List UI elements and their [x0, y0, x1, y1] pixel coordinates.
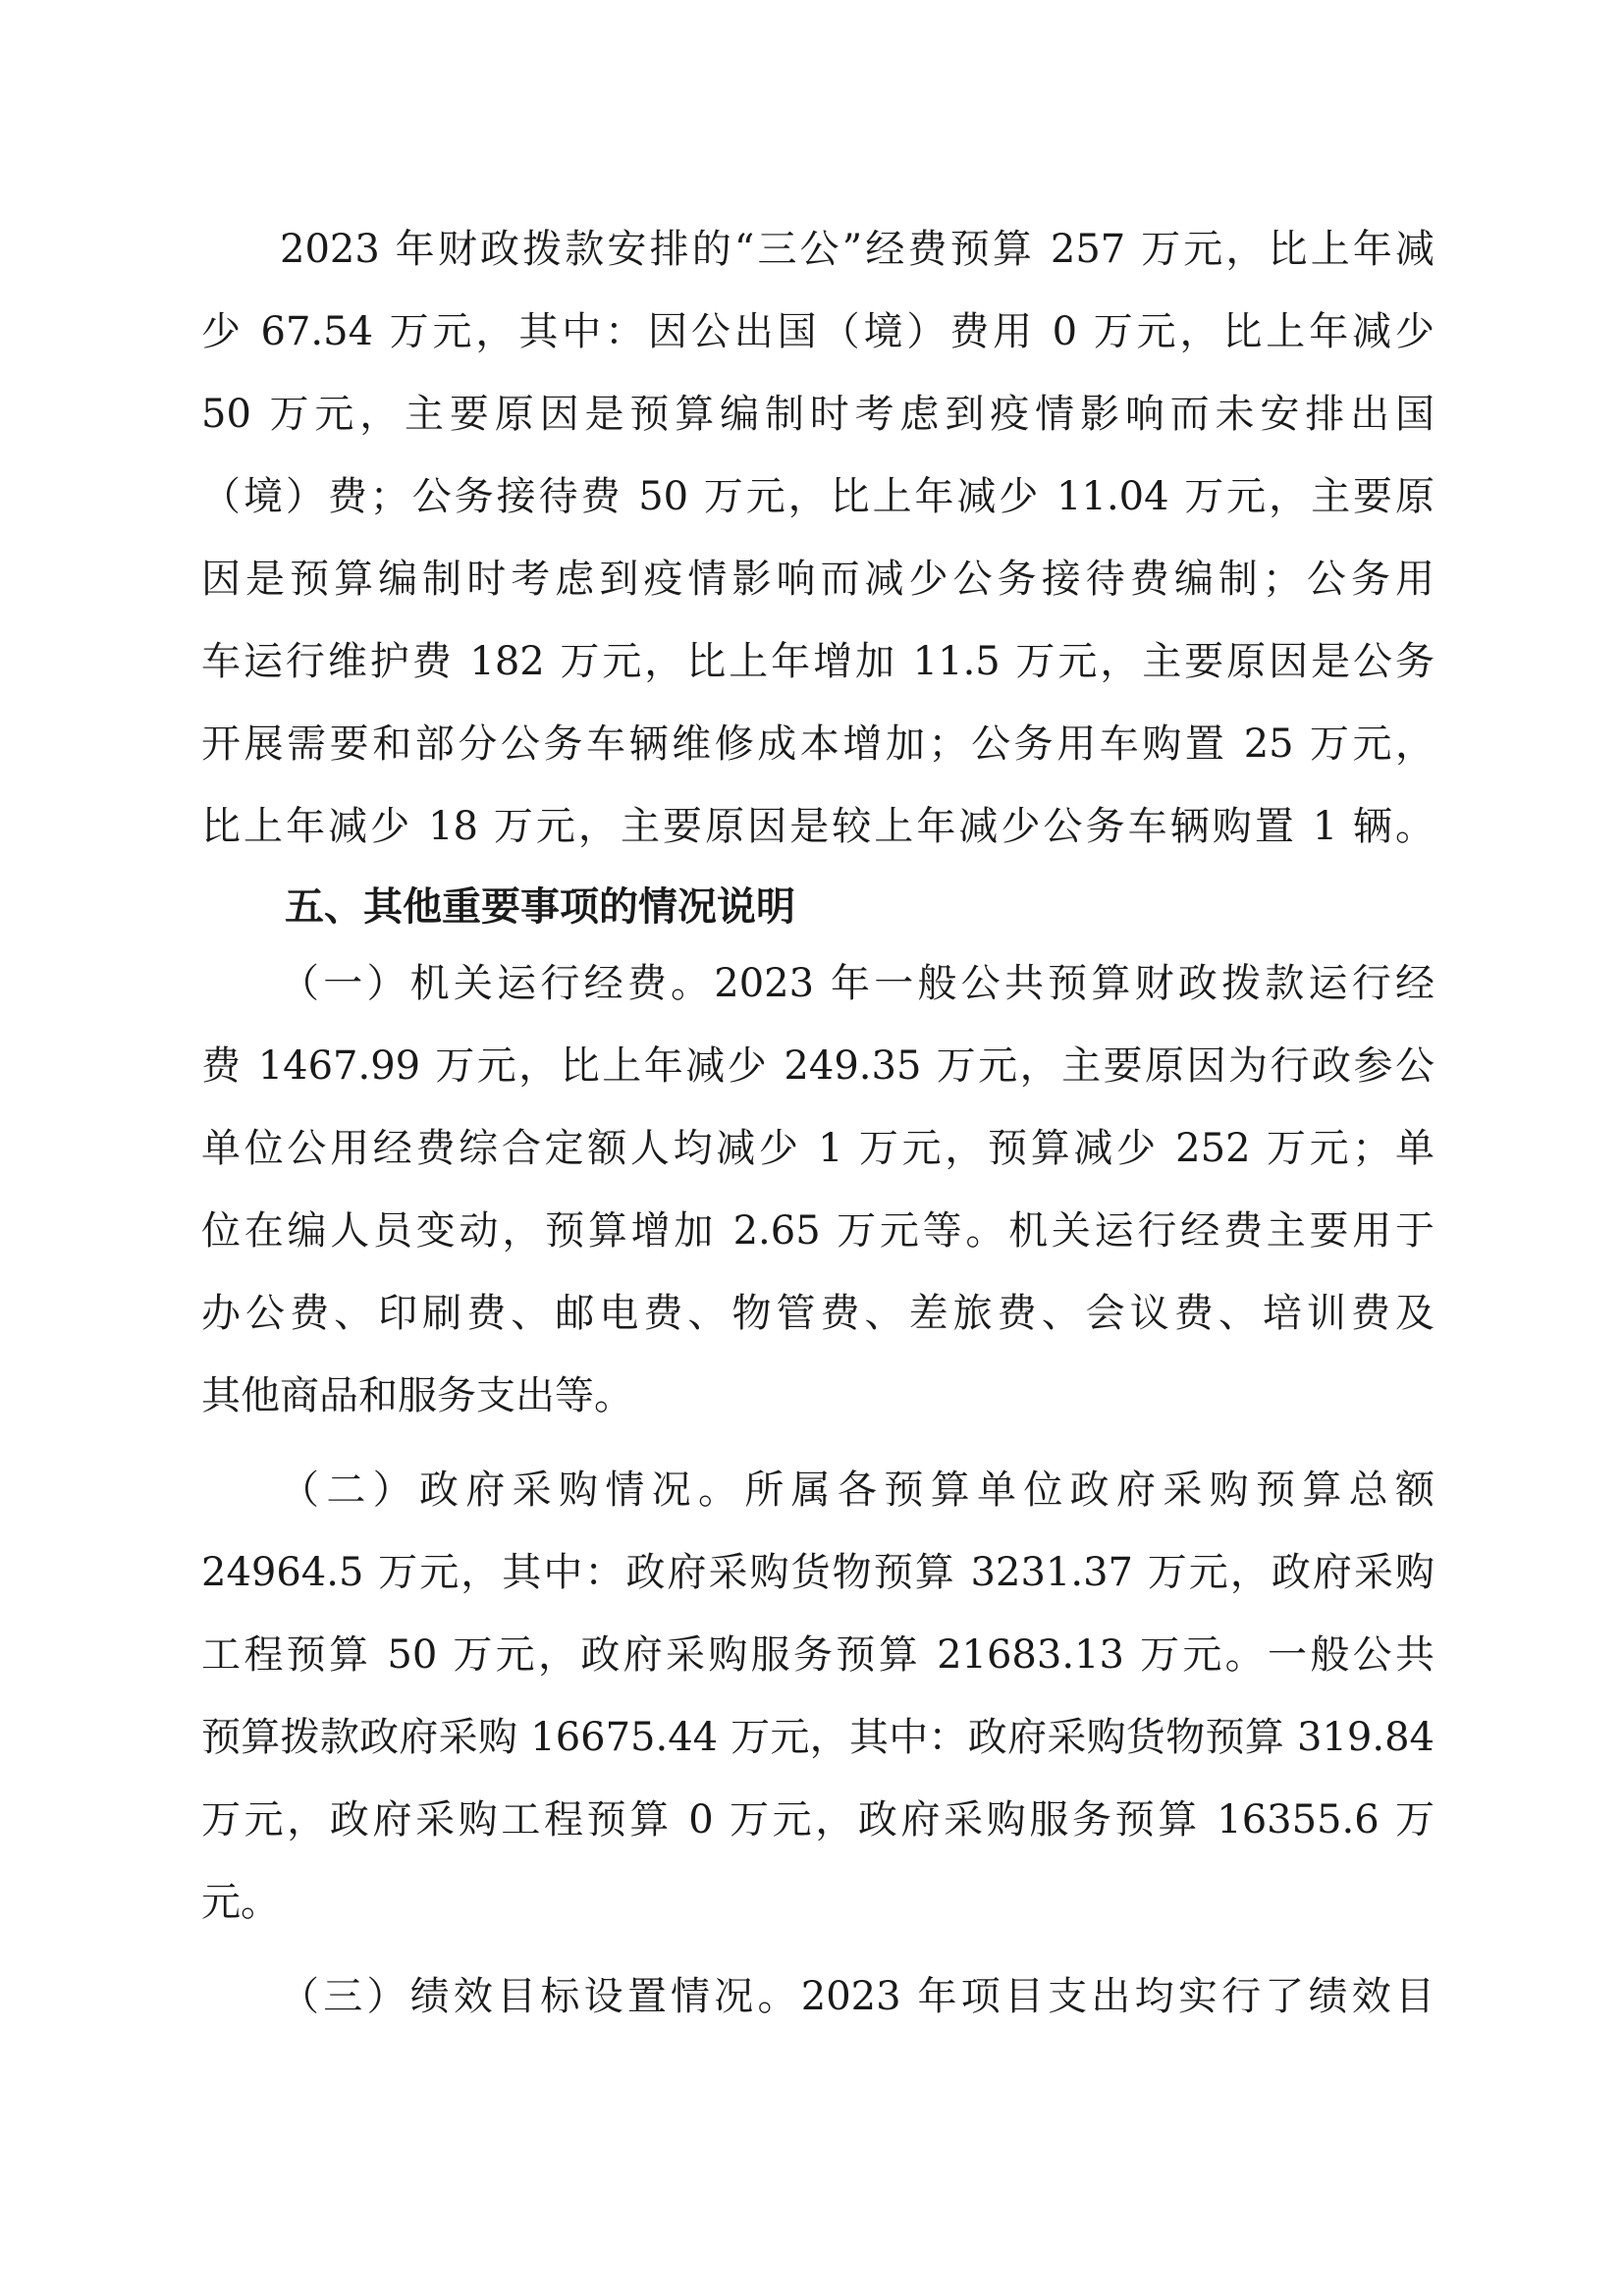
paragraph2-line-6: 其他商品和服务支出等。: [201, 1373, 633, 1418]
paragraph1-line-2: 少 67.54 万元，其中：因公出国（境）费用 0 万元，比上年减少: [201, 309, 1435, 354]
section-heading: 五、其他重要事项的情况说明: [285, 884, 795, 930]
paragraph2-line-5: 办公费、印刷费、邮电费、物管费、差旅费、会议费、培训费及: [201, 1291, 1435, 1336]
paragraph3-line-3: 工程预算 50 万元，政府采购服务预算 21683.13 万元。一般公共: [201, 1632, 1435, 1678]
paragraph1-line-6: 车运行维护费 182 万元，比上年增加 11.5 万元，主要原因是公务: [201, 639, 1435, 684]
paragraph3-line-5: 万元，政府采购工程预算 0 万元，政府采购服务预算 16355.6 万: [201, 1797, 1435, 1842]
paragraph3-line-6: 元。: [201, 1880, 280, 1925]
paragraph2-line-4: 位在编人员变动，预算增加 2.65 万元等。机关运行经费主要用于: [201, 1208, 1435, 1254]
paragraph1-line-1: 2023 年财政拨款安排的“三公”经费预算 257 万元，比上年减: [280, 227, 1435, 272]
paragraph3-line-2: 24964.5 万元，其中：政府采购货物预算 3231.37 万元，政府采购: [201, 1550, 1435, 1595]
paragraph3-line-1: （二）政府采购情况。所属各预算单位政府采购预算总额: [280, 1468, 1435, 1513]
paragraph3-line-4: 预算拨款政府采购 16675.44 万元，其中：政府采购货物预算 319.84: [201, 1715, 1435, 1760]
paragraph1-line-5: 因是预算编制时考虑到疫情影响而减少公务接待费编制；公务用: [201, 557, 1435, 602]
paragraph1-line-7: 开展需要和部分公务车辆维修成本增加；公务用车购置 25 万元，: [201, 721, 1435, 767]
paragraph1-line-4: （境）费；公务接待费 50 万元，比上年减少 11.04 万元，主要原: [201, 474, 1435, 519]
paragraph2-line-2: 费 1467.99 万元，比上年减少 249.35 万元，主要原因为行政参公: [201, 1043, 1435, 1089]
paragraph4-line-1: （三）绩效目标设置情况。2023 年项目支出均实行了绩效目: [280, 1974, 1435, 2019]
paragraph2-line-1: （一）机关运行经费。2023 年一般公共预算财政拨款运行经: [280, 961, 1435, 1006]
paragraph2-line-3: 单位公用经费综合定额人均减少 1 万元，预算减少 252 万元；单: [201, 1126, 1435, 1171]
paragraph1-line-3: 50 万元，主要原因是预算编制时考虑到疫情影响而未安排出国: [201, 392, 1435, 437]
paragraph1-line-8: 比上年减少 18 万元，主要原因是较上年减少公务车辆购置 1 辆。: [201, 804, 1435, 849]
